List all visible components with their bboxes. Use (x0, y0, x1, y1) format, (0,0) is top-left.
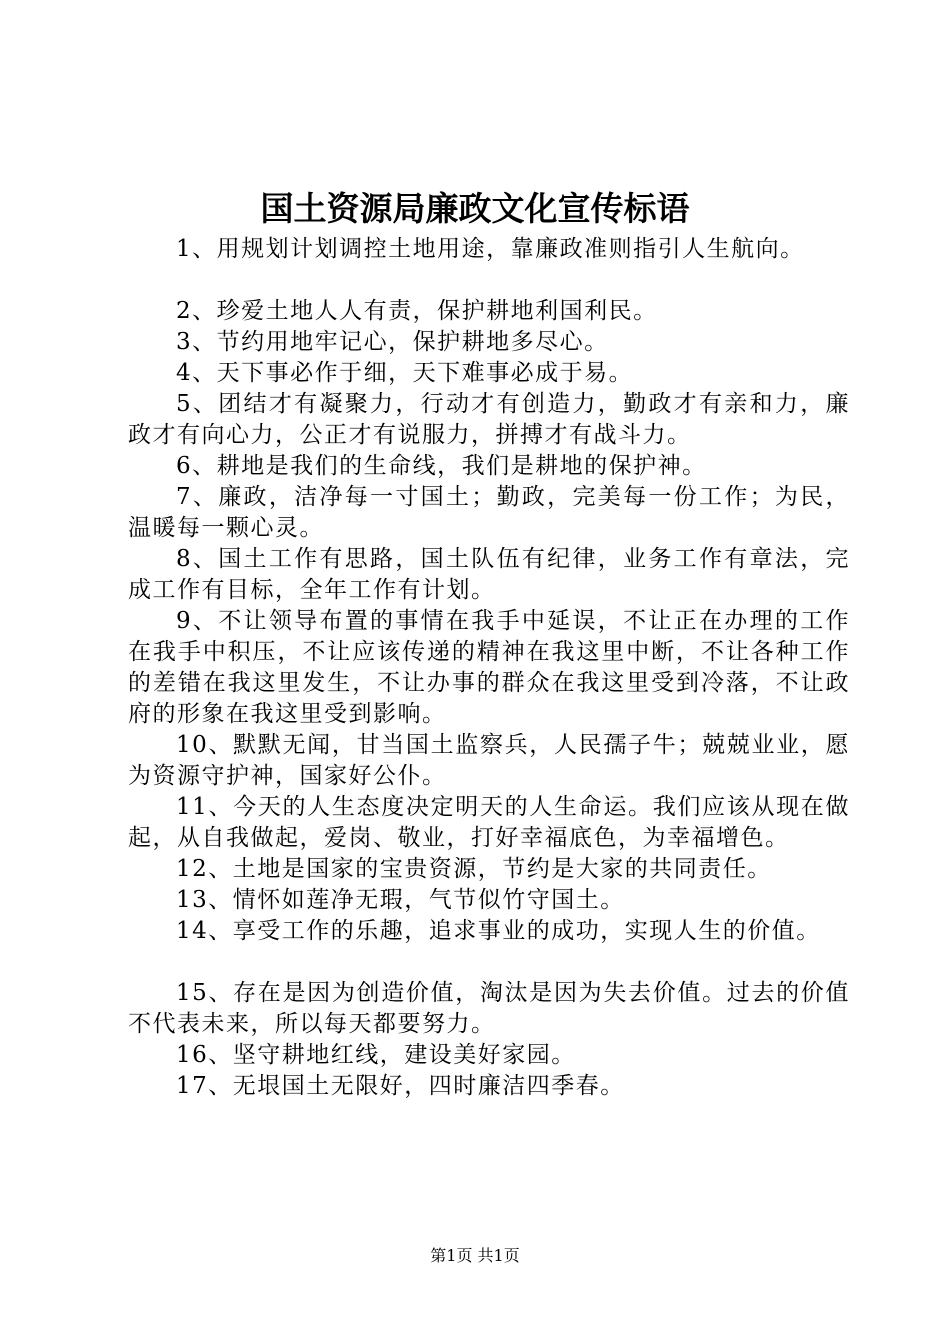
slogan-list (128, 234, 850, 1102)
slogan-item: 11、今天的人生态度决定明天的人生命运。我们应该从现在做起，从自我做起，爱岗、敬业，打好幸福底色，为幸福增色。 (128, 794, 850, 851)
slogan-item: 7、廉政，洁净每一寸国土；勤政，完美每一份工作；为民，温暖每一颗心灵。 (128, 484, 850, 541)
page-number-footer: 第1页 共1页 (430, 1246, 520, 1265)
slogan-item: 15、存在是因为创造价值，淘汰是因为失去价值。过去的价值不代表未来，所以每天都要努力。 (128, 980, 850, 1037)
document-title: 国土资源局廉政文化宣传标语 (260, 189, 690, 228)
slogan-item: 12、土地是国家的宝贵资源，节约是大家的共同责任。 (176, 856, 772, 882)
slogan-item: 9、不让领导布置的事情在我手中延误，不让正在办理的工作在我手中积压，不让应该传递的精神在我这里中断，不让各种工作的差错在我这里发生，不让办事的群众在我这里受到冷落，不让政府的形象在我这里受到影响。 (128, 608, 850, 727)
slogan-item: 16、坚守耕地红线，建设美好家园。 (176, 1042, 576, 1068)
slogan-item: 4、天下事必作于细，天下难事必成于易。 (176, 360, 634, 386)
slogan-item: 10、默默无闻，甘当国土监察兵，人民孺子牛；兢兢业业，愿为资源守护神，国家好公仆。 (128, 732, 850, 789)
slogan-item: 13、情怀如莲净无瑕，气节似竹守国土。 (176, 887, 625, 913)
slogan-item: 2、珍爱土地人人有责，保护耕地利国利民。 (176, 298, 658, 324)
slogan-item: 3、节约用地牢记心，保护耕地多尽心。 (176, 329, 609, 355)
slogan-item: 17、无垠国土无限好，四时廉洁四季春。 (176, 1073, 625, 1099)
slogan-item: 6、耕地是我们的生命线，我们是耕地的保护神。 (176, 453, 707, 479)
slogan-item: 8、国土工作有思路，国土队伍有纪律，业务工作有章法，完成工作有目标，全年工作有计划。 (128, 546, 850, 603)
slogan-item: 5、团结才有凝聚力，行动才有创造力，勤政才有亲和力，廉政才有向心力，公正才有说服力，拼搏才有战斗力。 (128, 391, 850, 448)
slogan-item: 14、享受工作的乐趣，追求事业的成功，实现人生的价值。 (176, 918, 821, 944)
slogan-item: 1、用规划计划调控土地用途，靠廉政准则指引人生航向。 (176, 236, 805, 262)
